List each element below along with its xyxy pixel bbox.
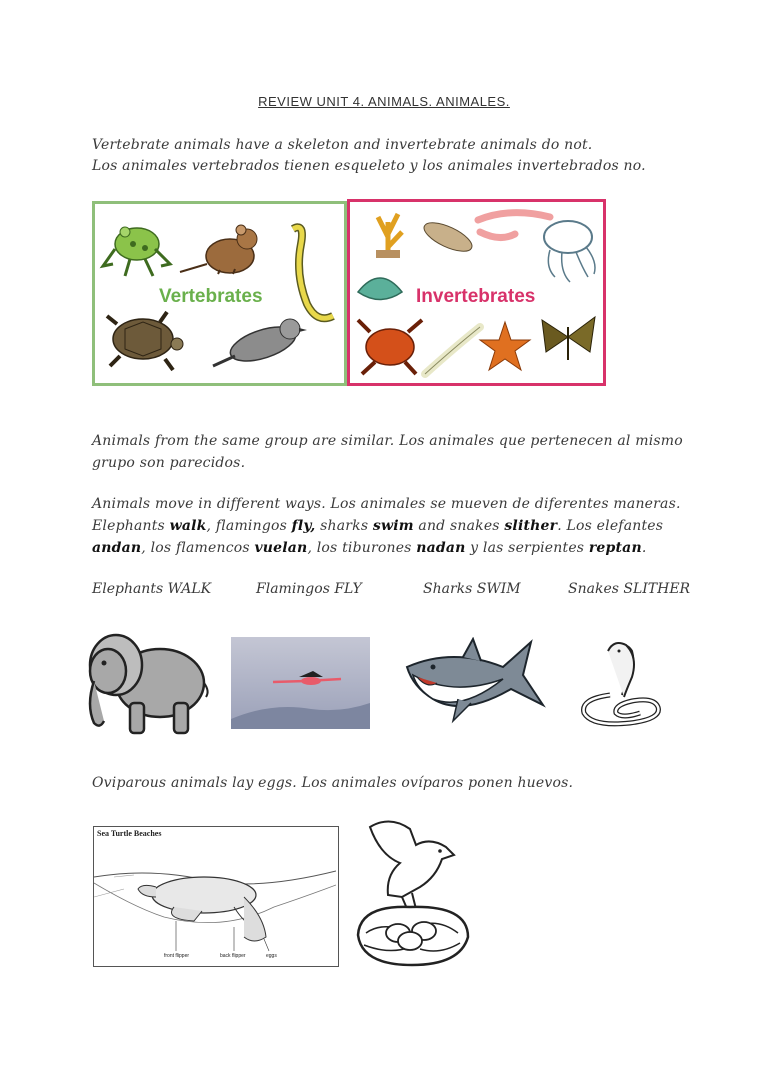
elephant-icon	[82, 625, 212, 740]
turtle-nesting-illustration	[94, 827, 336, 964]
shark-icon	[403, 637, 548, 732]
movement-line-1: Animals move in different ways. Los animales se mueven de diferentes maneras.	[92, 496, 681, 512]
label-front-flipper: front flipper	[164, 953, 190, 959]
intro-line-1: Vertebrate animals have a skeleton and invertebrate animals do not.	[92, 137, 593, 153]
bird-icon	[213, 319, 307, 368]
page-title: REVIEW UNIT 4. ANIMALS. ANIMALES.	[258, 94, 510, 109]
groups-line-1: Animals from the same group are similar. Los animales que pertenecen al mismo	[92, 433, 683, 449]
label-back-flipper: back flipper	[220, 953, 246, 959]
flamingo-photo	[231, 637, 370, 729]
cobra-icon	[570, 637, 670, 732]
coral-icon	[376, 214, 402, 258]
butterfly-icon	[542, 317, 595, 360]
movement-line-2: Elephants walk, flamingos fly, sharks swim and snakes slither. Los elefantes	[92, 518, 664, 534]
turtle-icon	[107, 312, 183, 370]
shell-icon	[358, 278, 402, 300]
caption-flamingos: Flamingos FLY	[256, 581, 362, 597]
movement-line-3: andan, los flamencos vuelan, los tiburones nadan y las serpientes reptan.	[92, 540, 647, 556]
lobster-icon	[358, 320, 422, 374]
starfish-icon	[480, 322, 530, 370]
oviparous-line: Oviparous animals lay eggs. Los animales ovíparos ponen huevos.	[92, 775, 574, 791]
vertebrate-animals-illustration	[95, 204, 344, 383]
invertebrates-label: Invertebrates	[416, 286, 536, 307]
groups-line-2: grupo son parecidos.	[92, 455, 246, 471]
invertebrates-panel	[347, 199, 606, 386]
bird-nest-icon	[350, 815, 475, 967]
invertebrate-animals-illustration	[350, 202, 603, 383]
mouse-icon	[180, 225, 257, 274]
intro-line-2: Los animales vertebrados tienen esqueleto y los animales invertebrados no.	[92, 158, 646, 174]
label-eggs: eggs	[266, 953, 277, 959]
jellyfish-icon	[544, 221, 595, 282]
worm-icon	[478, 213, 550, 238]
diagram-title: Sea Turtle Beaches	[97, 829, 162, 838]
vertebrates-label: Vertebrates	[159, 286, 263, 307]
sea-turtle-diagram	[93, 826, 339, 967]
slug-icon	[420, 217, 476, 257]
vertebrates-panel	[92, 201, 347, 386]
caption-elephants: Elephants WALK	[92, 581, 212, 597]
frog-icon	[103, 227, 170, 276]
yellow-snake-icon	[293, 227, 333, 318]
caption-snakes: Snakes SLITHER	[568, 581, 691, 597]
caption-sharks: Sharks SWIM	[423, 581, 521, 597]
